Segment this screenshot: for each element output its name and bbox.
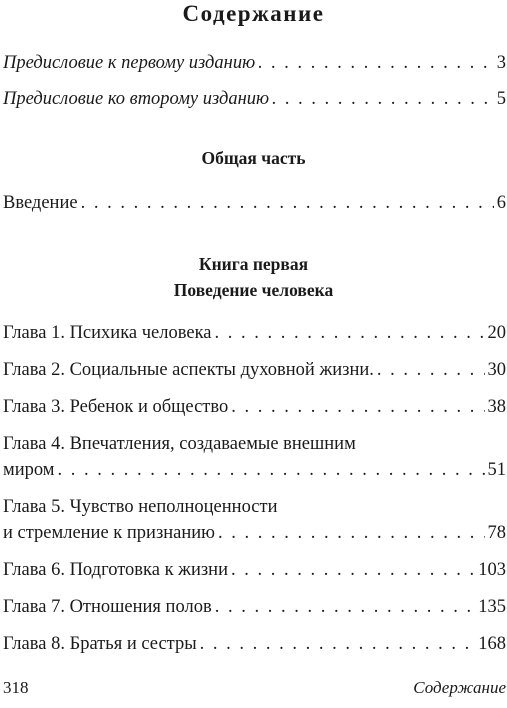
page-title: Содержание <box>182 1 325 26</box>
dot-leader <box>231 394 484 420</box>
toc-entry-text: Введение <box>3 193 78 213</box>
book-heading: Книга первая <box>198 254 309 274</box>
toc-entry-chapter-1 <box>3 320 506 346</box>
toc-entry-chapter-2 <box>3 357 506 383</box>
dot-leader <box>377 357 485 383</box>
toc-entry-chapter-4 <box>3 431 506 483</box>
toc-entry-text: Глава 5. Чувство неполноценности <box>3 497 278 517</box>
toc-entry-text: Глава 8. Братья и сестры <box>3 634 197 654</box>
toc-page-number: 168 <box>478 634 506 654</box>
toc-entry-chapter-7 <box>3 594 506 620</box>
dot-leader <box>231 557 475 583</box>
toc-page-number: 78 <box>487 523 506 543</box>
page-footer <box>3 678 506 698</box>
dot-leader <box>215 594 476 620</box>
toc-entry-text: Глава 4. Впечатления, создаваемые внешним <box>3 434 356 454</box>
toc-page-number: 135 <box>478 597 506 617</box>
dot-leader <box>81 190 494 216</box>
section-heading-general: Общая часть <box>201 148 306 168</box>
toc-entry-text-continued: и стремление к признанию <box>3 523 216 543</box>
toc-page-number: 51 <box>487 460 506 480</box>
toc-page-number: 30 <box>487 360 506 380</box>
toc-page-number: 103 <box>478 560 506 580</box>
toc-entry-chapter-3 <box>3 394 506 420</box>
toc-page-number: 38 <box>487 397 506 417</box>
toc-page-number: 6 <box>496 193 506 213</box>
toc-entry-preface-second <box>3 86 506 112</box>
toc-entry-chapter-8 <box>3 631 506 657</box>
toc-entry-text: Предисловие ко второму изданию <box>3 89 270 109</box>
toc-entry-chapter-5 <box>3 494 506 546</box>
dot-leader <box>215 320 485 346</box>
toc-page-number: 3 <box>496 53 506 73</box>
toc-page-number: 20 <box>487 323 506 343</box>
toc-entry-text: Предисловие к первому изданию <box>3 53 256 73</box>
dot-leader <box>200 631 476 657</box>
dot-leader <box>218 520 484 546</box>
running-title: Содержание <box>413 678 506 697</box>
dot-leader <box>57 457 484 483</box>
footer-page-number: 318 <box>3 678 29 697</box>
toc-entry-text: Глава 2. Социальные аспекты духовной жизни. <box>3 360 374 380</box>
toc-entry-preface-first <box>3 50 506 76</box>
toc-page-number: 5 <box>496 89 506 109</box>
book-subheading: Поведение человека <box>173 280 334 300</box>
toc-entry-chapter-6 <box>3 557 506 583</box>
toc-entry-introduction <box>3 190 506 216</box>
toc-entry-text: Глава 3. Ребенок и общество <box>3 397 229 417</box>
toc-entry-text: Глава 7. Отношения полов <box>3 597 212 617</box>
toc-entry-text: Глава 6. Подготовка к жизни <box>3 560 228 580</box>
toc-entry-text: Глава 1. Психика человека <box>3 323 212 343</box>
dot-leader <box>272 86 494 112</box>
toc-entry-text-continued: миром <box>3 460 55 480</box>
dot-leader <box>258 50 494 76</box>
